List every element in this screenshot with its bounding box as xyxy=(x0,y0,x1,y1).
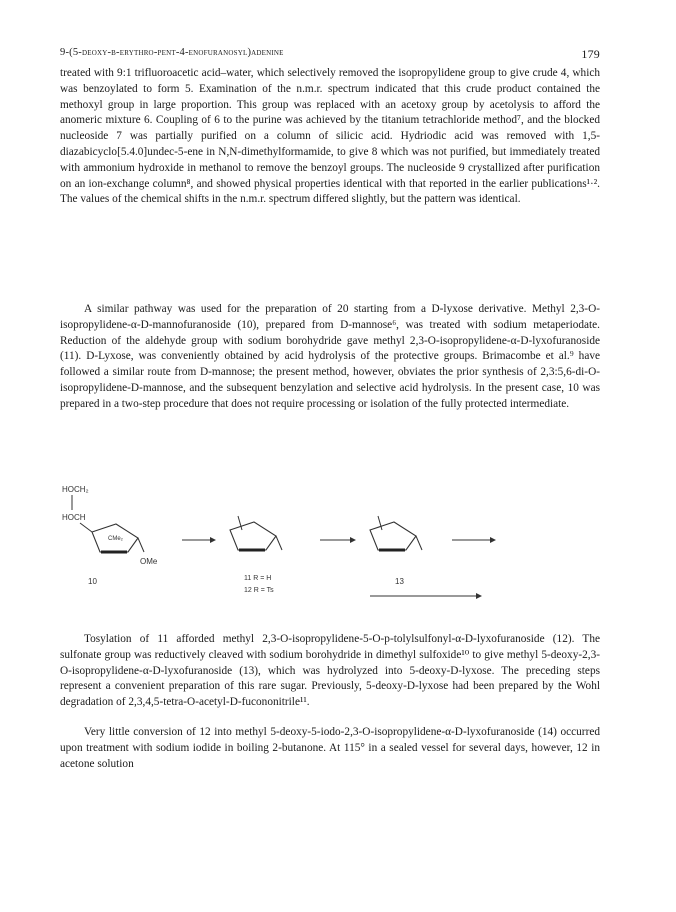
compound-number-10: 10 xyxy=(88,577,97,586)
compound-number-11: 11 R = H xyxy=(244,575,272,582)
body-paragraph-4: Very little conversion of 12 into methyl 5-deoxy-5-iodo-2,3-O-isopropylidene-α-D-lyxofuranoside (14) occurred upon treatment with sodium iodide in boiling 2-butanone. At 115° in a sealed vessel for several days, however, 12 in acetone solution xyxy=(60,726,600,770)
running-title: 9-(5-deoxy-β-erythro-pent-4-enofuranosyl)adenine xyxy=(60,47,284,58)
label-hoch2: HOCH₂ xyxy=(62,485,89,494)
body-paragraph-2: A similar pathway was used for the preparation of 20 starting from a D-lyxose derivative. Methyl 2,3-O-isopropylidene-α-D-mannofuranoside (10), prepared from D-mannose⁶, was treated with sodium metaperiodate. Reduction of the aldehyde group with sodium borohydride gave methyl 2,3-O-isopropylidene-α-D-lyxofuranoside (11). D-Lyxose, was conveniently obtained by acid hydrolysis of the protective groups. Brimacombe et al.⁹ have followed a similar route from D-mannose; the present method, however, obviates the prior synthesis of 2,3:5,6-di-O-isopropylidene-D-mannose, and the subsequent benzylation and selective acid hydrolysis. In the present case, 10 was prepared in a two-step procedure that does not require processing or isolation of the fully protected intermediate. xyxy=(60,303,600,410)
label-cme2: CMe₂ xyxy=(108,536,123,542)
compound-number-12: 12 R = Ts xyxy=(244,587,274,594)
compound-number-13: 13 xyxy=(395,577,404,586)
page-number: 179 xyxy=(581,47,600,61)
structure-13 xyxy=(370,516,422,586)
structure-11-12 xyxy=(230,516,282,594)
body-paragraph-1: treated with 9:1 trifluoroacetic acid–water, which selectively removed the isopropylidene group to give crude 4, which was benzoylated to form 5. Examination of the n.m.r. spectrum indicated that this crude product contained the methoxyl group in large proportion. This group was replaced with an acetoxy group by acetolysis to afford the anomeric mixture 6. Coupling of 6 to the purine was achieved by the titanium tetrachloride method⁷, and the blocked nucleoside 7 was partially purified on a column of silicic acid. Hydriodic acid was removed with 1,5-diazabicyclo[5.4.0]undec-5-ene in N,N-dimethylformamide, to give 8 which was not purified, but immediately treated with ammonium hydroxide in methanol to remove the benzoyl groups. The nucleoside 9 crystallized after purification on an ion-exchange column⁸, and showed physical properties identical with that reported in the earlier publications¹·². The values of the chemical shifts in the n.m.r. spectrum differed slightly, but the pattern was identical. xyxy=(60,67,600,206)
body-paragraph-3: Tosylation of 11 afforded methyl 2,3-O-isopropylidene-5-O-p-tolylsulfonyl-α-D-lyxofuranoside (12). The sulfonate group was reductively cleaved with sodium borohydride in dimethyl sulfoxide¹⁰ to give methyl 5-deoxy-2,3-O-isopropylidene-α-D-lyxofuranoside (13), which was hydrolyzed into 5-deoxy-D-lyxose. The preceding steps represent a convenient preparation of this rare sugar. Previously, 5-deoxy-D-lyxose had been prepared by the Wohl degradation of 2,3,4,5-tetra-O-acetyl-D-fucononitrile¹¹. xyxy=(60,633,600,709)
structure-10 xyxy=(62,485,158,586)
label-hoch: HOCH xyxy=(62,513,86,522)
running-header xyxy=(60,47,600,63)
reaction-scheme xyxy=(60,480,600,605)
label-ome: OMe xyxy=(140,557,158,566)
